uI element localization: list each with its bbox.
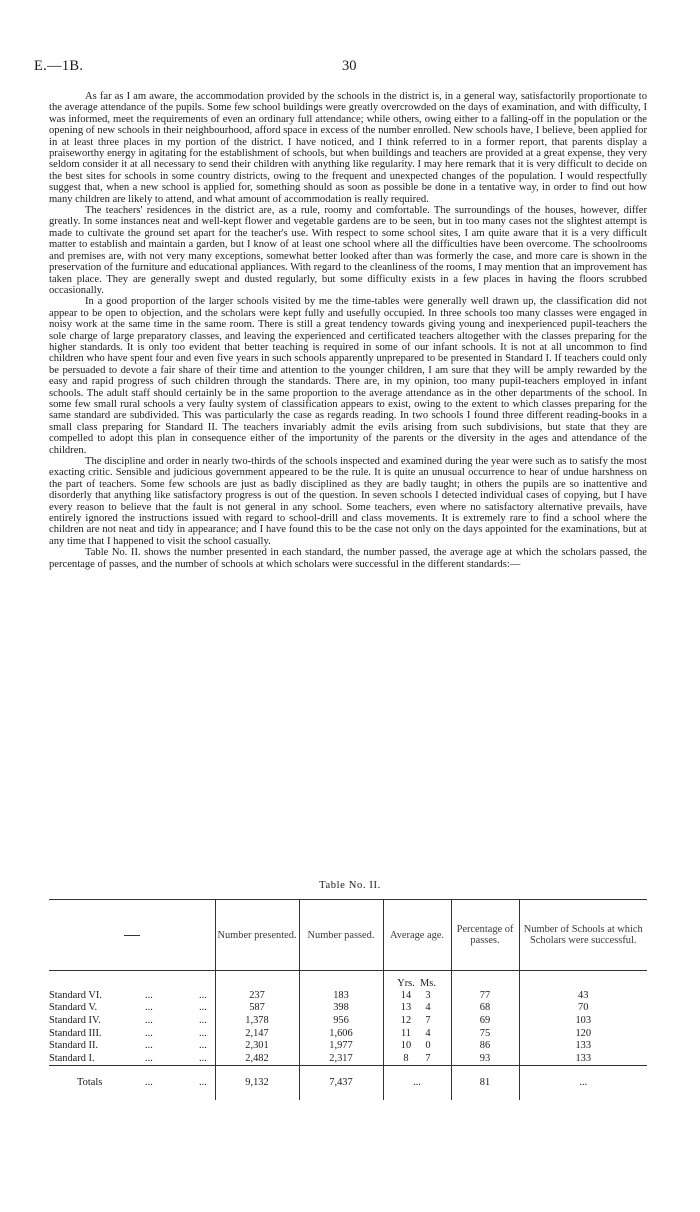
document-reference: E.—1B. xyxy=(34,58,84,74)
totals-label: Totals ... ... xyxy=(49,1065,215,1100)
table-row: Standard IV. ... ... 1,378 956 12 7 69 103 xyxy=(49,1014,647,1027)
total-age: ... xyxy=(383,1065,451,1100)
header-standard xyxy=(49,900,215,971)
row-label: Standard V. ... ... xyxy=(49,1002,207,1014)
total-schools: ... xyxy=(519,1065,647,1100)
table-row: Standard VI. ... ... 237 183 14 3 77 43 xyxy=(49,989,647,1002)
table-row: Standard III. ... ... 2,147 1,606 11 4 75 120 xyxy=(49,1027,647,1040)
row-label: Standard VI. ... ... xyxy=(49,989,207,1001)
paragraph-table-intro: Table No. II. shows the number presented in each standard, the number passed, the average age at which the scholars passed, the percentage of passes, and the number of schools at which scholars were successful in the different standards:— xyxy=(49,547,647,570)
row-label: Standard I. ... ... xyxy=(49,1052,207,1064)
total-presented: 9,132 xyxy=(215,1065,299,1100)
age-units-row xyxy=(49,971,647,990)
paragraph-residences: The teachers' residences in the district are, as a rule, roomy and comfortable. The surroundings of the houses, however, differ greatly. In some instances neat and well-kept flower and vegetable gardens are to be seen, but in too many cases not the slightest attempt is made to cultivate the ground set apart for the teacher's use. With respect to some school sites, I am quite aware that it is a very difficult matter to establish and maintain a garden, but I know of at least one school where all the difficulties have been overcome. The schoolrooms and premises are, with not very many exceptions, somewhat better looked after than was formerly the case, and more care is shown in the preservation of the furniture and educational appliances. With regard to the cleanliness of the rooms, I may mention that an improvement has taken place. They are generally swept and dusted regularly, but some difficulty exists in a few places in having the floors scrubbed occasionally. xyxy=(49,205,647,296)
total-percentage: 81 xyxy=(451,1065,519,1100)
total-passed: 7,437 xyxy=(299,1065,383,1100)
table-header-row xyxy=(49,900,647,971)
table-title: Table No. II. xyxy=(319,880,381,891)
table-row: Standard I. ... ... 2,482 2,317 8 7 93 133 xyxy=(49,1052,647,1065)
paragraph-discipline: The discipline and order in nearly two-thirds of the schools inspected and examined during the year were such as to satisfy the most exacting critic. Sensible and judicious government appeared to be the rule. It is quite an unusual occurrence to hear of undue harshness on the part of teachers. Some few schools are just as badly disciplined as they are badly taught; in others the pupils are so inattentive and disorderly that anything like satisfactory progress is out of the question. In seven schools I detected individual cases of copying, but I have every reason to believe that the fault is not general in any school. Some teachers, even where no satisfactory alternative prevails, have entirely ignored the instructions issued with regard to school-drill and class movements. It is extremely rare to find a school where the children are not neat and tidy in appearance; and I have found this to be the case not only on the days appointed for the examinations, but at any time that I happened to visit the school casually. xyxy=(49,456,647,547)
paragraph-accommodation: As far as I am aware, the accommodation provided by the schools in the district is, in a general way, satisfactorily proportionate to the average attendance of the pupils. Some few school buildings were greatly overcrowded on the days of examination, and with difficulty, I was informed, meet the requirements of even an ordinary full attendance; while others, owing either to a falling-off in the population or the opening of new schools in their neighbourhood, afford space in excess of the number enrolled. New schools have, I believe, been applied for in at least three places in my portion of the district. I have noticed, and I think referred to in a former report, that parents display a praiseworthy energy in agitating for the establishment of schools, but when buildings and teachers are provided at a great expense, they very seldom consider it at all necessary to send their children with anything like regularity. I may here remark that it is very difficult to decide on the best sites for schools in some country districts, owing to the frequent and unexpected changes of the population. I would respectfully suggest that, when a new school is applied for, something should as soon as possible be done in a tentative way, in order to find out how many children are likely to attend, and what amount of accommodation is really required. xyxy=(49,91,647,205)
header-schools: Number of Schools at which Scholars were successful. xyxy=(519,900,647,971)
table-row: Standard V. ... ... 587 398 13 4 68 70 xyxy=(49,1002,647,1015)
header-dash xyxy=(124,935,140,936)
row-label: Standard IV. ... ... xyxy=(49,1014,207,1026)
paragraph-classification: In a good proportion of the larger schools visited by me the time-tables were generally well drawn up, the classification did not appear to be open to objection, and the scholars were kept fully and usefully occupied. In three schools too many classes were engaged in noisy work at the same time in the same room. There is still a great tendency towards giving young and inexperienced pupil-teachers the sole charge of large preparatory classes, and leaving the experienced and certificated teachers altogether with the classes preparing for the higher standards. It is only too evident that better teaching is required in some of our infant schools. It is not at all uncommon to find children who have spent four and even five years in such schools apparently unprepared to be presented in Standard I. If teachers could only be persuaded to devote a fair share of their time and attention to the younger children, I am sure that they will be amply rewarded by the easy and rapid progress of such children through the standards. There are, in my opinion, too many pupil-teachers employed in infant schools. The adult staff should certainly be in the same proportion to the average attendance as in the other departments of the school. In some few small rural schools a very faulty system of classification appears to exist, owing to the extent to which classes preparing for the same standard are subdivided. This was particularly the case as regards reading. In two schools I found three different reading-books in a small class preparing for Standard II. The teachers invariably admit the evils arising from such subdivisions, but state that they are compelled to adopt this plan in consequence either of the importunity of the parents or the diversity in the ages and attendance of the children. xyxy=(49,296,647,456)
age-units: Yrs. Ms. xyxy=(383,971,451,990)
table-row: Standard II. ... ... 2,301 1,977 10 0 86 133 xyxy=(49,1039,647,1052)
page-number: 30 xyxy=(342,58,357,74)
header-presented: Number presented. xyxy=(215,900,299,971)
header-percentage: Percentage of passes. xyxy=(451,900,519,971)
row-label: Standard II. ... ... xyxy=(49,1040,207,1052)
page-header xyxy=(34,58,666,78)
standards-table xyxy=(49,899,647,1100)
header-average-age: Average age. xyxy=(383,900,451,971)
totals-row xyxy=(49,1065,647,1100)
header-passed: Number passed. xyxy=(299,900,383,971)
row-label: Standard III. ... ... xyxy=(49,1027,207,1039)
report-body xyxy=(49,91,647,570)
